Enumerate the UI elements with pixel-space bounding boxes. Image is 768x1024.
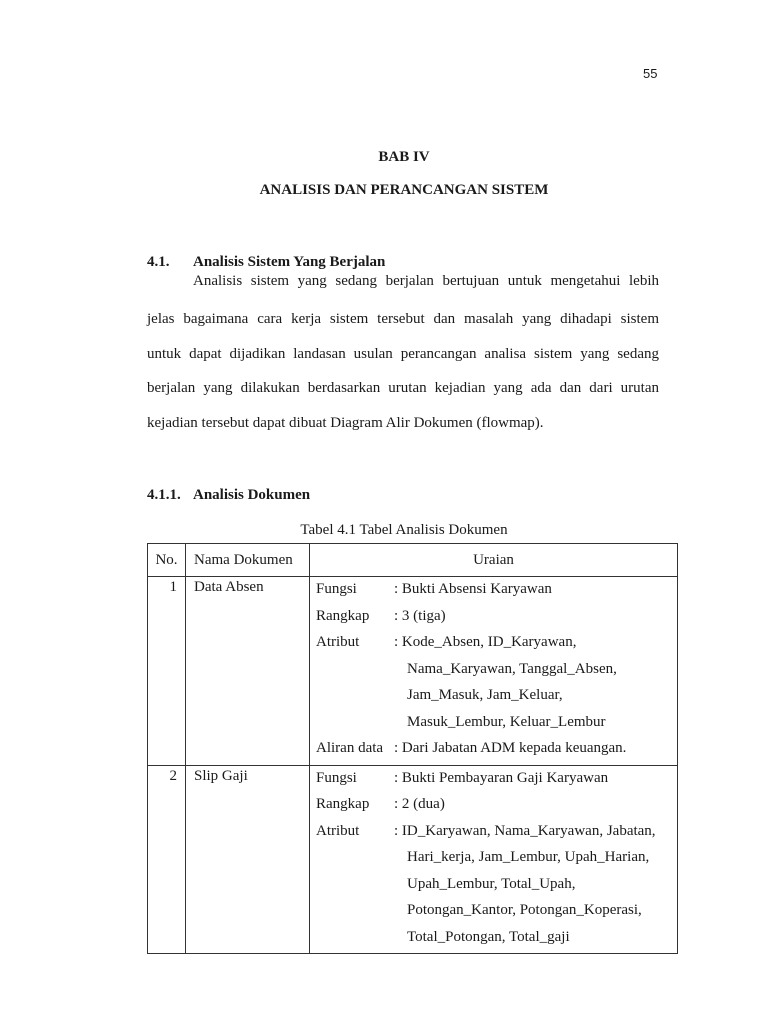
section-heading: Analisis Sistem Yang Berjalan xyxy=(193,254,386,270)
aliran-line xyxy=(316,738,677,765)
aliran-label: Aliran data xyxy=(316,740,384,756)
atribut-value: : Kode_Absen, ID_Karyawan, xyxy=(394,634,577,650)
atribut-continuation: Masuk_Lembur, Keluar_Lembur xyxy=(407,713,606,730)
rangkap-line xyxy=(316,794,677,821)
fungsi-label: Fungsi xyxy=(316,769,357,786)
atribut-continuation: Hari_kerja, Jam_Lembur, Upah_Harian, xyxy=(407,849,650,865)
subsection-heading: Analisis Dokumen xyxy=(193,487,311,503)
atribut-continuation: Nama_Karyawan, Tanggal_Absen, xyxy=(407,660,617,677)
cell-no: 1 xyxy=(148,577,186,766)
cell-document-name: Slip Gaji xyxy=(186,765,310,954)
table-caption: Tabel 4.1 Tabel Analisis Dokumen xyxy=(300,522,508,538)
atribut-value: : ID_Karyawan, Nama_Karyawan, Jabatan, xyxy=(394,822,656,839)
subsection-number: 4.1.1. xyxy=(147,487,181,503)
header-no: No. xyxy=(148,544,186,577)
chapter-title: BAB IV xyxy=(378,149,430,165)
atribut-continuation: Total_Potongan, Total_gaji xyxy=(407,928,570,945)
rangkap-line xyxy=(316,606,677,633)
paragraph-line: kejadian tersebut dapat dibuat Diagram Alir Dokumen (flowmap). xyxy=(147,415,544,431)
table-row xyxy=(148,577,678,766)
atribut-line xyxy=(316,632,677,659)
cell-document-name: Data Absen xyxy=(186,577,310,766)
paragraph-line: Analisis sistem yang sedang berjalan bertujuan untuk mengetahui lebih xyxy=(193,273,659,289)
fungsi-value: : Bukti Absensi Karyawan xyxy=(394,581,552,597)
page-number: 55 xyxy=(643,66,658,81)
header-uraian: Uraian xyxy=(310,544,678,577)
section-number: 4.1. xyxy=(147,254,170,270)
atribut-label: Atribut xyxy=(316,822,360,839)
cell-no: 2 xyxy=(148,765,186,954)
chapter-subtitle: ANALISIS DAN PERANCANGAN SISTEM xyxy=(259,182,549,198)
table-header-row xyxy=(148,544,678,577)
atribut-line xyxy=(316,821,677,848)
cell-uraian xyxy=(310,577,678,766)
fungsi-line xyxy=(316,768,677,795)
table-row xyxy=(148,765,678,954)
paragraph-line: untuk dapat dijadikan landasan usulan perancangan analisa sistem yang sedang xyxy=(147,346,659,362)
aliran-value: : Dari Jabatan ADM kepada keuangan. xyxy=(394,740,627,756)
document-analysis-table xyxy=(147,543,678,954)
atribut-continuation: Potongan_Kantor, Potongan_Koperasi, xyxy=(407,902,642,918)
rangkap-label: Rangkap xyxy=(316,607,370,624)
atribut-label: Atribut xyxy=(316,634,360,650)
header-nama-dokumen: Nama Dokumen xyxy=(186,544,310,577)
atribut-continuation: Jam_Masuk, Jam_Keluar, xyxy=(407,687,563,703)
atribut-continuation: Upah_Lembur, Total_Upah, xyxy=(407,875,576,892)
rangkap-label: Rangkap xyxy=(316,796,370,812)
paragraph-line: berjalan yang dilakukan berdasarkan urutan kejadian yang ada dan dari urutan xyxy=(147,380,659,396)
cell-uraian xyxy=(310,765,678,954)
rangkap-value: : 3 (tiga) xyxy=(394,607,446,624)
fungsi-value: : Bukti Pembayaran Gaji Karyawan xyxy=(394,769,609,786)
rangkap-value: : 2 (dua) xyxy=(394,796,445,812)
fungsi-label: Fungsi xyxy=(316,581,357,597)
paragraph-line: jelas bagaimana cara kerja sistem tersebut dan masalah yang dihadapi sistem xyxy=(147,311,659,327)
fungsi-line xyxy=(316,579,677,606)
